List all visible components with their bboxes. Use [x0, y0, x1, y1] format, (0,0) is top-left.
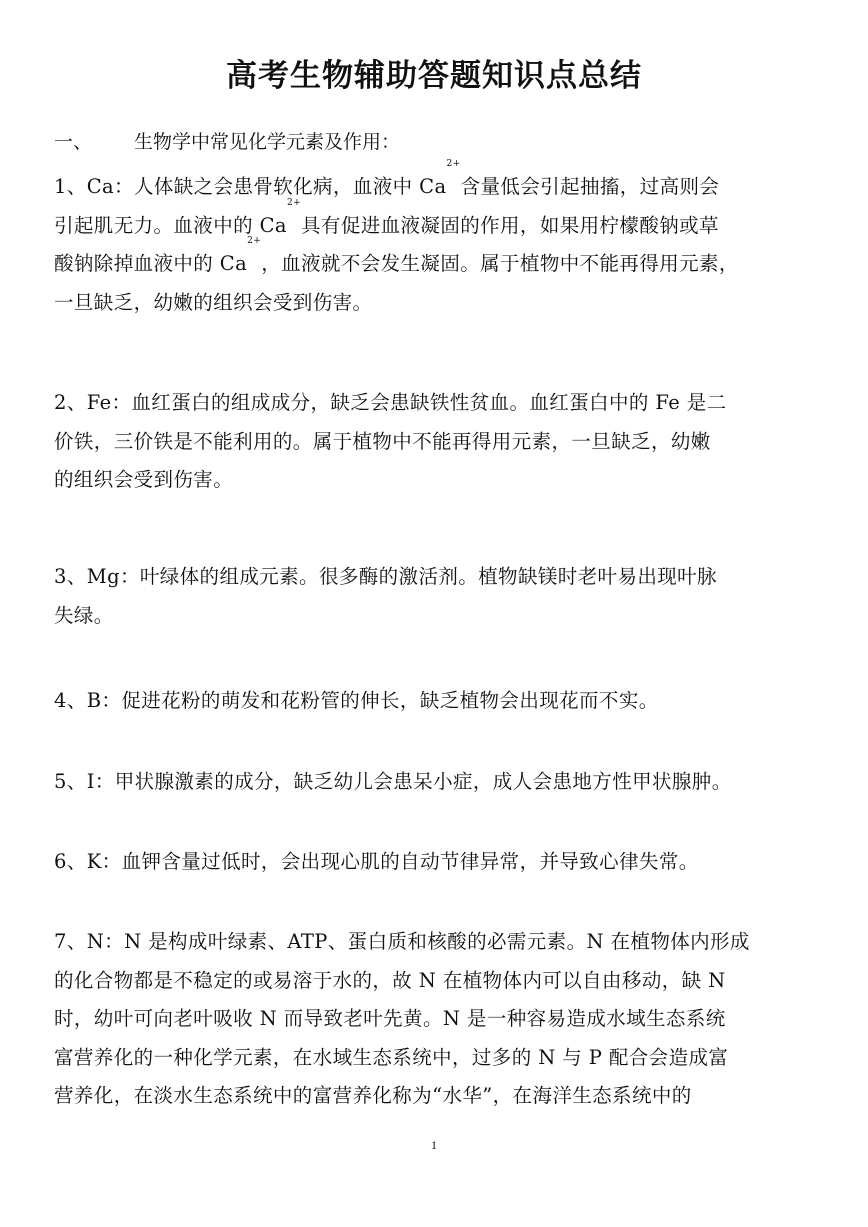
text-run: 含量低会引起抽搐，过高则会	[460, 175, 720, 198]
section-label: 生物学中常见化学元素及作用：	[134, 131, 401, 153]
text-line: 4、B：促进花粉的萌发和花粉管的伸长，缺乏植物会出现花而不实。	[54, 689, 659, 712]
text-line: 营养化，在淡水生态系统中的富营养化称为“水华”，在海洋生态系统中的	[54, 1084, 692, 1107]
text-line	[54, 159, 816, 207]
text-line: 2、Fe：血红蛋白的组成成分，缺乏会患缺铁性贫血。血红蛋白中的 Fe 是二	[54, 391, 727, 414]
text-run: 引起肌无力。血液中的 Ca	[54, 213, 287, 237]
text-run: 具有促进血液凝固的作用，如果用柠檬酸钠或草	[301, 213, 719, 237]
text-line: 3、Mg：叶绿体的组成元素。很多酶的激活剂。植物缺镁时老叶易出现叶脉	[54, 565, 717, 588]
paragraph-ca	[54, 159, 816, 322]
text-line: 失绿。	[54, 603, 114, 627]
page-number: 1	[431, 1138, 437, 1152]
text-line: 一旦缺乏，幼嫩的组织会受到伤害。	[54, 290, 373, 314]
page-title: 高考生物辅助答题知识点总结	[226, 58, 642, 94]
paragraph-fe	[54, 384, 816, 500]
text-line: 的化合物都是不稳定的或易溶于水的，故 N 在植物体内可以自由移动，缺 N	[54, 968, 726, 992]
section-heading	[54, 124, 400, 160]
text-run: ，血液就不会发生凝固。属于植物中不能再得用元素，	[261, 252, 739, 275]
text-line: 时，幼叶可向老叶吸收 N 而导致老叶先黄。N 是一种容易造成水域生态系统	[54, 1007, 726, 1030]
text-run: 1、Ca：人体缺之会患骨软化病，血液中 Ca	[54, 175, 447, 198]
paragraph-k	[54, 843, 816, 882]
text-line: 5、I：甲状腺激素的成分，缺乏幼儿会患呆小症，成人会患地方性甲状腺肿。	[54, 770, 732, 793]
text-line: 的组织会受到伤害。	[54, 468, 234, 491]
text-line	[54, 197, 816, 246]
text-line: 6、K：血钾含量过低时，会出现心肌的自动节律异常，并导致心律失常。	[54, 850, 699, 873]
text-line: 富营养化的一种化学元素，在水域生态系统中，过多的 N 与 P 配合会造成富	[54, 1045, 729, 1069]
text-line	[54, 236, 816, 284]
text-run: 酸钠除掉血液中的 Ca	[54, 252, 248, 275]
superscript-charge: 2+	[286, 197, 302, 208]
paragraph-i	[54, 763, 816, 802]
paragraph-mg	[54, 558, 816, 635]
superscript-charge: 2+	[247, 236, 262, 246]
text-line: 7、N：N 是构成叶绿素、ATP、蛋白质和核酸的必需元素。N 在植物体内形成	[54, 930, 750, 953]
superscript-charge: 2+	[446, 159, 461, 169]
paragraph-b	[54, 682, 816, 721]
paragraph-n	[54, 923, 816, 1116]
section-number: 一、	[54, 131, 93, 153]
text-line: 价铁，三价铁是不能利用的。属于植物中不能再得用元素，一旦缺乏，幼嫩	[54, 429, 711, 453]
